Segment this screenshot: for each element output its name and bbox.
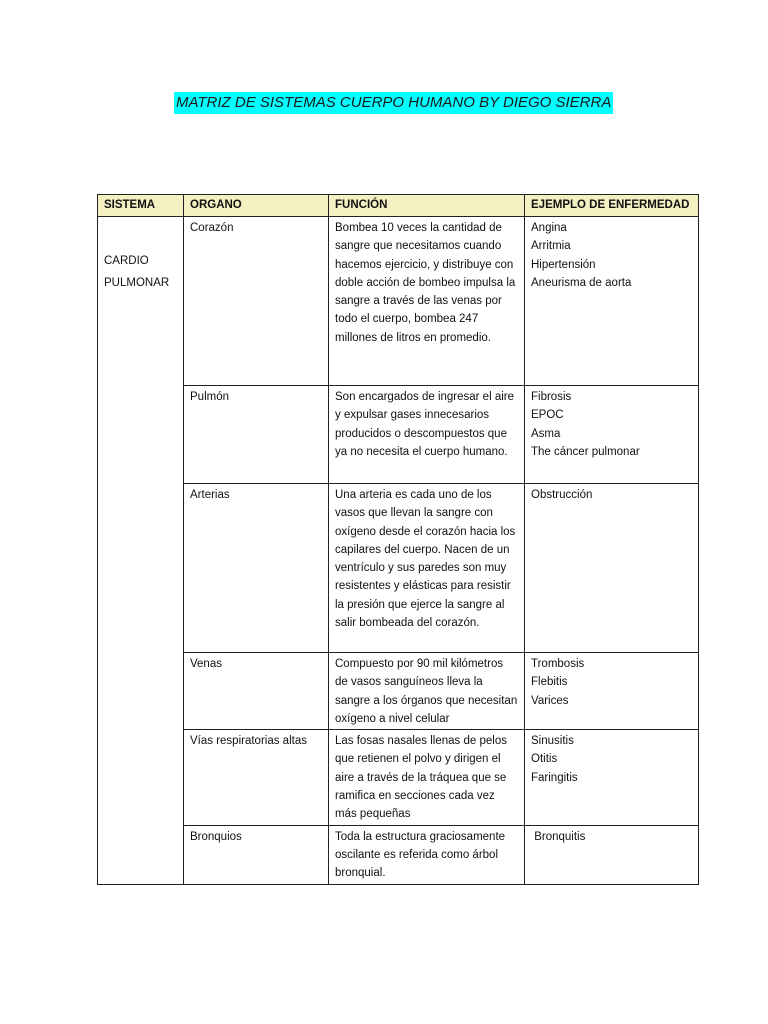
funcion-cell: Una arteria es cada uno de los vasos que llevan la sangre con oxígeno desde el corazón hacia los capilares del cuerpo. Nacen de un ventrículo y sus paredes son muy resistentes y elásticas para resistir la presión que ejerce la sangre al salir bombeada del corazón. [329, 484, 525, 653]
disease-item: Trombosis [531, 658, 585, 670]
organo-cell: Pulmón [184, 386, 329, 484]
disease-item: Fibrosis [531, 391, 572, 403]
organo-cell: Corazón [184, 217, 329, 386]
disease-item: Varices [531, 694, 569, 707]
enfermedad-cell [525, 484, 699, 653]
table-row [98, 386, 699, 484]
enfermedad-cell [525, 825, 699, 884]
table-row [98, 217, 699, 386]
disease-item: Faringitis [531, 771, 578, 784]
disease-item: Obstrucción [531, 489, 593, 501]
table-row [98, 484, 699, 653]
disease-item: Hipertensión [531, 258, 596, 271]
disease-item: EPOC [531, 409, 564, 422]
table-header-row [98, 195, 699, 217]
disease-item: Flebitis [531, 676, 568, 689]
enfermedad-cell [525, 217, 699, 386]
funcion-cell: Bombea 10 veces la cantidad de sangre que necesitamos cuando hacemos ejercicio, y distribuye con doble acción de bombeo impulsa la sangre a través de las venas por todo el cuerpo, bombea 247 millones de litros en promedio. [329, 217, 525, 386]
table-row [98, 825, 699, 884]
funcion-cell: Compuesto por 90 mil kilómetros de vasos sanguíneos lleva la sangre a los órganos que necesitan oxígeno a nivel celular [329, 653, 525, 730]
header-enfermedad: EJEMPLO DE ENFERMEDAD [525, 195, 699, 217]
organo-cell: Vías respiratorias altas [184, 730, 329, 825]
sistema-label-line1: CARDIO [104, 255, 149, 267]
header-organo: ORGANO [184, 195, 329, 217]
systems-matrix-table [97, 194, 699, 885]
disease-item: Sinusitis [531, 735, 574, 748]
enfermedad-cell [525, 386, 699, 484]
organo-cell: Arterias [184, 484, 329, 653]
disease-item: Otitis [531, 753, 558, 766]
enfermedad-cell [525, 730, 699, 825]
disease-item: Bronquitis [531, 830, 586, 843]
sistema-label-line2: PULMONAR [104, 277, 170, 289]
enfermedad-cell [525, 653, 699, 730]
sistema-cell [98, 217, 184, 885]
header-funcion: FUNCIÓN [329, 195, 525, 217]
document-title: MATRIZ DE SISTEMAS CUERPO HUMANO BY DIEGO SIERRA [174, 92, 613, 114]
funcion-cell: Toda la estructura graciosamente oscilante es referida como árbol bronquial. [329, 825, 525, 884]
disease-item: Asma [531, 427, 561, 440]
disease-item: Angina [531, 222, 567, 234]
header-sistema: SISTEMA [98, 195, 184, 217]
table-row [98, 730, 699, 825]
funcion-cell: Son encargados de ingresar el aire y expulsar gases innecesarios producidos o descompuestos que ya no necesita el cuerpo humano. [329, 386, 525, 484]
organo-cell: Venas [184, 653, 329, 730]
table-row [98, 653, 699, 730]
disease-item: Arritmia [531, 240, 571, 253]
organo-cell: Bronquios [184, 825, 329, 884]
disease-item: Aneurisma de aorta [531, 276, 632, 289]
disease-item: The cáncer pulmonar [531, 445, 640, 458]
funcion-cell: Las fosas nasales llenas de pelos que retienen el polvo y dirigen el aire a través de la tráquea que se ramifica en secciones cada vez más pequeñas [329, 730, 525, 825]
